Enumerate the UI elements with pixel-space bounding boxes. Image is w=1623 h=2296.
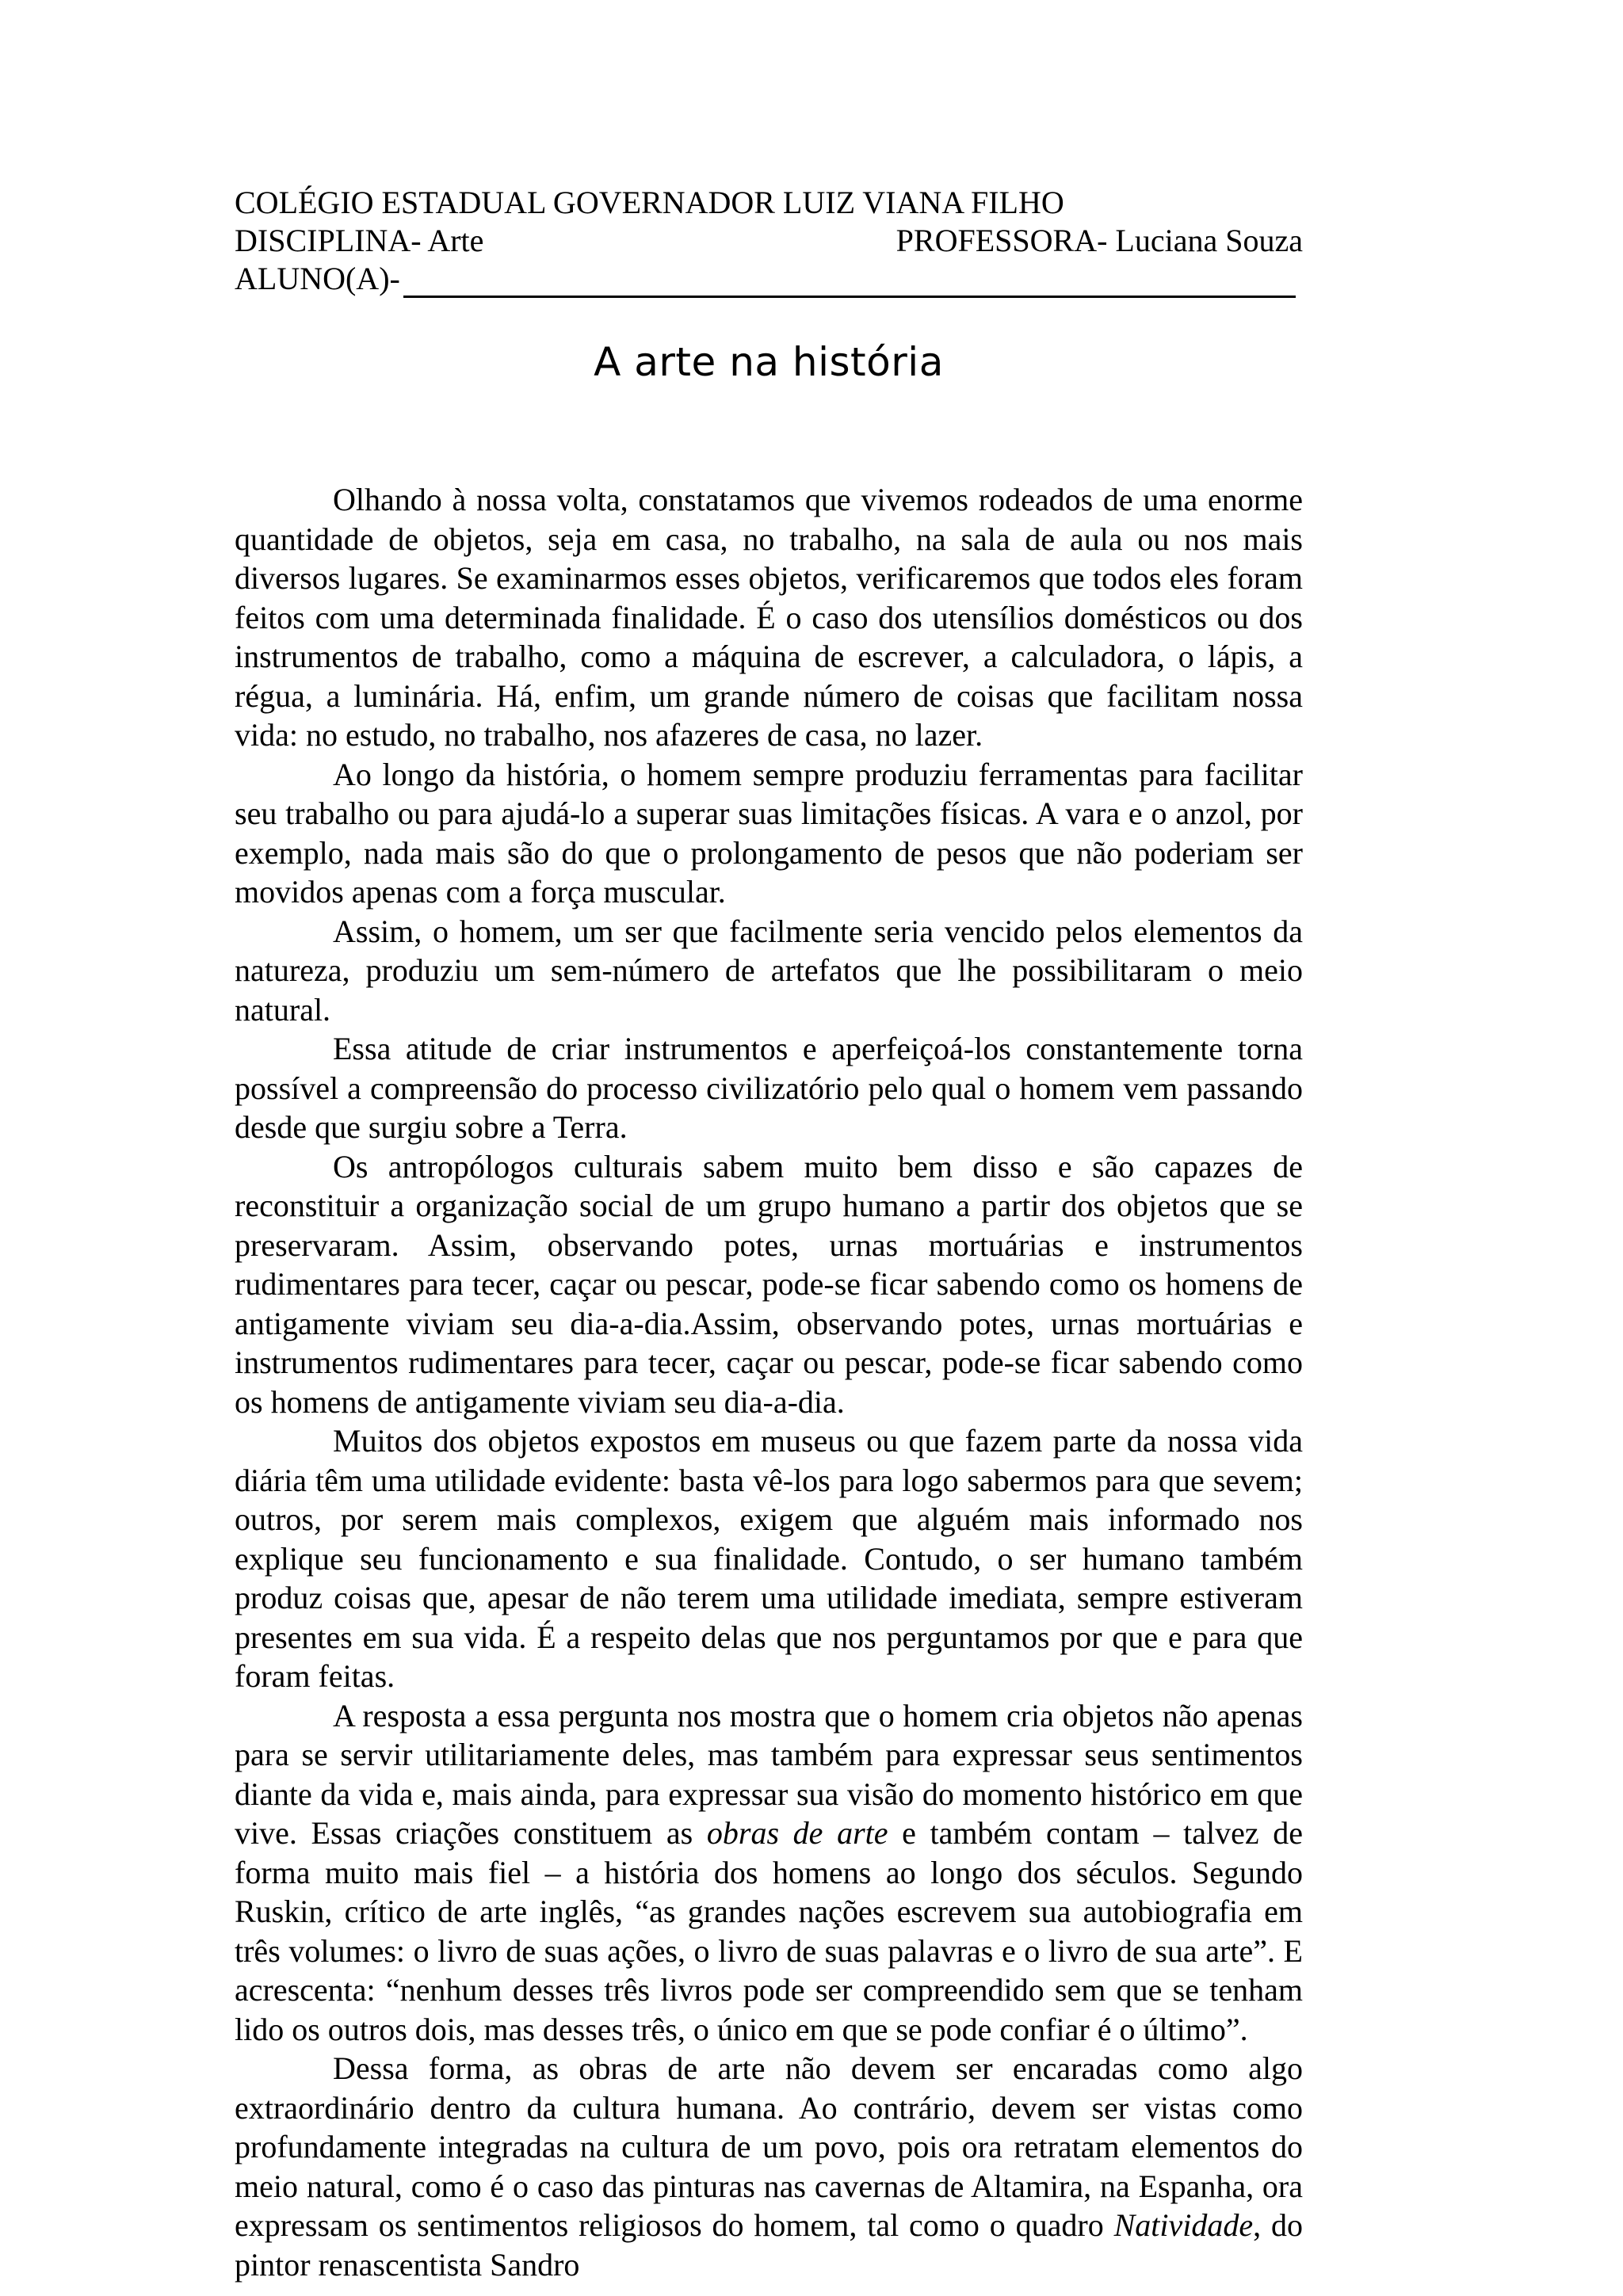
paragraph: Essa atitude de criar instrumentos e aperfeiçoá-los constantemente torna possível a compreensão do processo civilizatório pelo qual o homem vem passando desde que surgiu sobre a Terra. [235,1031,1303,1145]
paragraph: Ao longo da história, o homem sempre produziu ferramentas para facilitar seu trabalho ou para ajudá-lo a superar suas limitações físicas. A vara e o anzol, por exemplo, nada mais são do que o prolongamento de pesos que não poderiam ser movidos apenas com a força muscular. [235,756,1303,910]
discipline-label: DISCIPLINA- Arte [235,223,484,258]
paragraph-text: Dessa forma, as obras de arte não devem ser encaradas como algo extraordinário dentro da cultura humana. Ao contrário, devem ser vistas como profundamente integradas na cultura de um povo, pois ora retratam elementos do meio natural, como é o caso das pinturas nas cavernas de Altamira, na Espanha, ora expressam os sentimentos religiosos do homem, tal como o quadro [235,2050,1303,2243]
teacher-label: PROFESSORA- Luciana Souza [896,223,1303,258]
student-row [235,260,1303,298]
paragraph [235,2049,1303,2284]
paragraph [235,1696,1303,2050]
paragraph: Os antropólogos culturais sabem muito bem disso e são capazes de reconstituir a organização social de um grupo humano a partir dos objetos que se preservaram. Assim, observando potes, urnas mortuárias e instrumentos rudimentares para tecer, caçar ou pescar, pode-se ficar sabendo como os homens de antigamente viviam seu dia-a-dia.Assim, observando potes, urnas mortuárias e instrumentos rudimentares para tecer, caçar ou pescar, pode-se ficar sabendo como os homens de antigamente viviam seu dia-a-dia. [235,1148,1303,1420]
paragraph: Muitos dos objetos expostos em museus ou que fazem parte da nossa vida diária têm uma utilidade evidente: basta vê-los para logo sabermos para que sevem; outros, por serem mais complexos, exigem que alguém mais informado nos explique seu funcionamento e sua finalidade. Contudo, o ser humano também produz coisas que, apesar de não terem uma utilidade imediata, sempre estiveram presentes em sua vida. É a respeito delas que nos perguntamos por que e para que foram feitas. [235,1423,1303,1694]
paragraph-text: A resposta a essa pergunta nos mostra que o homem cria objetos não apenas para se servir utilitariamente deles, mas também para expressar seus sentimentos diante da vida e, mais ainda, para expressar sua visão do momento histórico em que vive. Essas criações constituem as [235,1697,1303,1851]
discipline-teacher-row [235,222,1303,260]
school-name: COLÉGIO ESTADUAL GOVERNADOR LUIZ VIANA FILHO [235,185,1064,220]
paragraph: Olhando à nossa volta, constatamos que vivemos rodeados de uma enorme quantidade de objetos, seja em casa, no trabalho, na sala de aula ou nos mais diversos lugares. Se examinarmos esses objetos, verificaremos que todos eles foram feitos com uma determinada finalidade. É o caso dos utensílios domésticos ou dos instrumentos de trabalho, como a máquina de escrever, a calculadora, o lápis, a régua, a luminária. Há, enfim, um grande número de coisas que facilitam nossa vida: no estudo, no trabalho, nos afazeres de casa, no lazer. [235,482,1303,753]
document-page [235,184,1303,2284]
italic-term: Natividade [1113,2207,1254,2243]
student-name-line[interactable] [403,267,1296,298]
paragraph-text: , do pintor renascentista Sandro [235,2207,1304,2283]
paragraph: Assim, o homem, um ser que facilmente seria vencido pelos elementos da natureza, produziu um sem-número de artefatos que lhe possibilitaram o meio natural. [235,913,1303,1028]
paragraph-text: e também contam – talvez de forma muito mais fiel – a história dos homens ao longo dos séculos. Segundo Ruskin, crítico de arte inglês, “as grandes nações escrevem sua autobiografia em três volumes: o livro de suas ações, o livro de suas palavras e o livro de sua arte”. E acrescenta: “nenhum desses três livros pode ser compreendido sem que se tenham lido os outros dois, mas desses três, o único em que se pode confiar é o último”. [235,1815,1303,2047]
student-label: ALUNO(A)- [235,261,400,296]
body-text [235,480,1303,2284]
italic-term: obras de arte [706,1815,888,1851]
document-title: A arte na história [594,339,944,385]
